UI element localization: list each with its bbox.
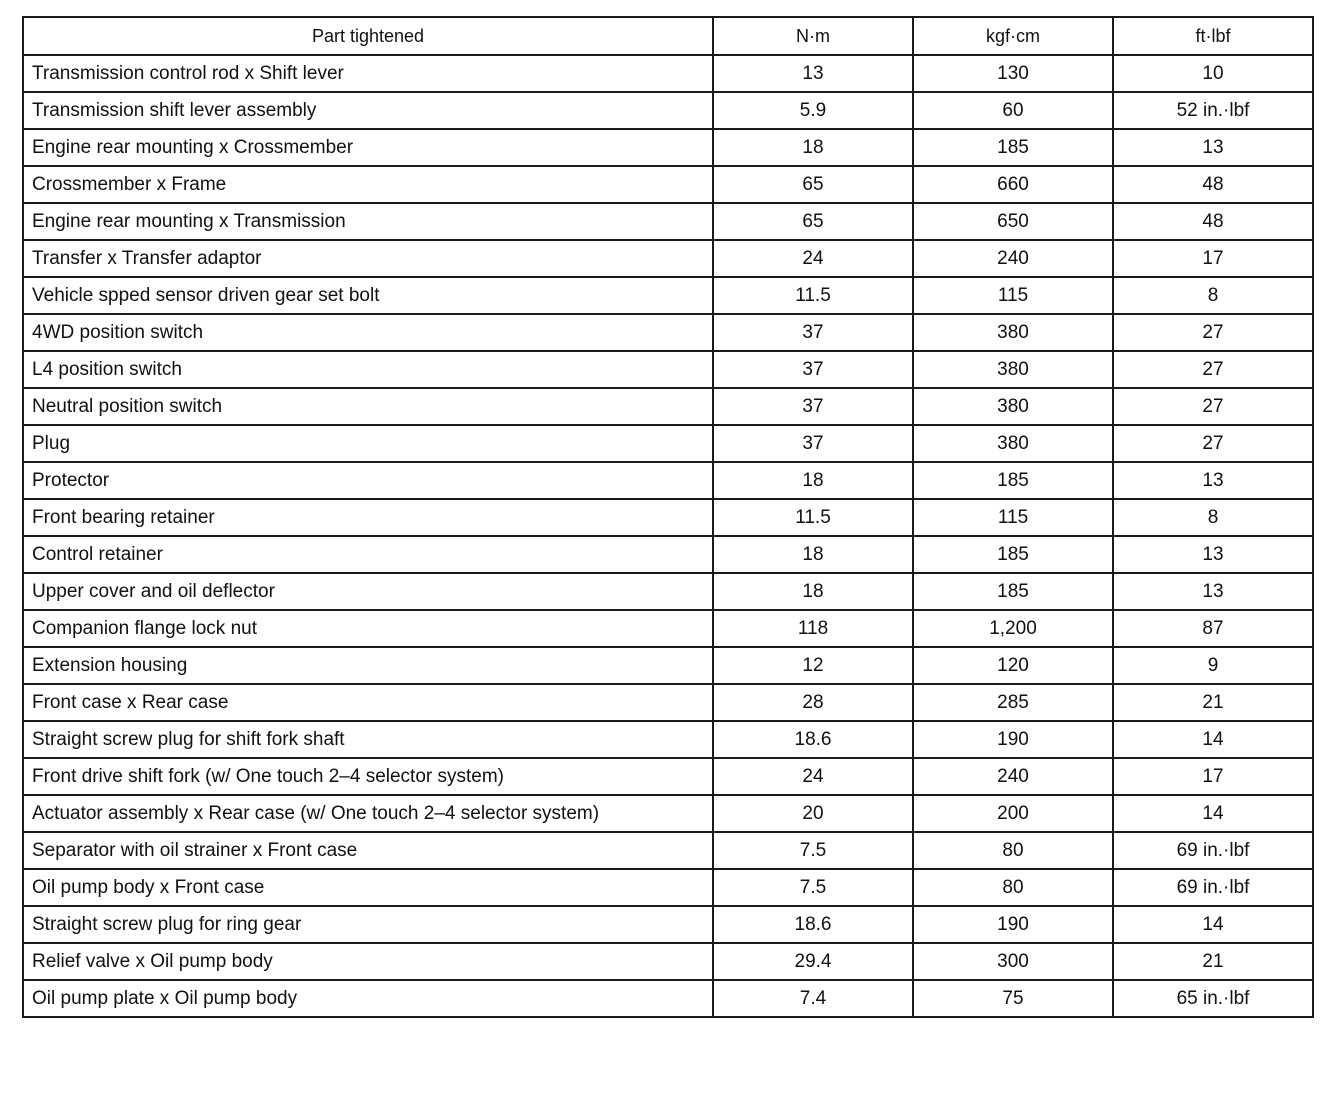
cell-newton-meter: 29.4 <box>713 943 913 980</box>
cell-kgf-cm: 80 <box>913 832 1113 869</box>
cell-kgf-cm: 660 <box>913 166 1113 203</box>
cell-part-tightened: Engine rear mounting x Transmission <box>23 203 713 240</box>
table-row <box>23 647 1313 684</box>
cell-part-tightened: Transmission control rod x Shift lever <box>23 55 713 92</box>
cell-part-tightened: Crossmember x Frame <box>23 166 713 203</box>
table-row <box>23 499 1313 536</box>
table-row <box>23 166 1313 203</box>
cell-ft-lbf: 48 <box>1113 166 1313 203</box>
table-row <box>23 277 1313 314</box>
cell-ft-lbf: 17 <box>1113 240 1313 277</box>
cell-ft-lbf: 8 <box>1113 499 1313 536</box>
cell-ft-lbf: 13 <box>1113 536 1313 573</box>
table-row <box>23 388 1313 425</box>
cell-kgf-cm: 380 <box>913 425 1113 462</box>
cell-newton-meter: 37 <box>713 388 913 425</box>
cell-ft-lbf: 21 <box>1113 943 1313 980</box>
cell-kgf-cm: 80 <box>913 869 1113 906</box>
cell-part-tightened: Front drive shift fork (w/ One touch 2–4 selector system) <box>23 758 713 795</box>
cell-ft-lbf: 69 in.·lbf <box>1113 869 1313 906</box>
cell-newton-meter: 65 <box>713 203 913 240</box>
cell-ft-lbf: 65 in.·lbf <box>1113 980 1313 1017</box>
cell-kgf-cm: 650 <box>913 203 1113 240</box>
cell-kgf-cm: 190 <box>913 906 1113 943</box>
table-row <box>23 129 1313 166</box>
cell-newton-meter: 7.4 <box>713 980 913 1017</box>
cell-kgf-cm: 240 <box>913 758 1113 795</box>
cell-kgf-cm: 75 <box>913 980 1113 1017</box>
cell-part-tightened: Control retainer <box>23 536 713 573</box>
cell-ft-lbf: 27 <box>1113 314 1313 351</box>
cell-ft-lbf: 9 <box>1113 647 1313 684</box>
table-row <box>23 203 1313 240</box>
cell-ft-lbf: 87 <box>1113 610 1313 647</box>
cell-ft-lbf: 10 <box>1113 55 1313 92</box>
cell-ft-lbf: 52 in.·lbf <box>1113 92 1313 129</box>
table-header <box>23 17 1313 55</box>
header-row <box>23 17 1313 55</box>
cell-part-tightened: Straight screw plug for shift fork shaft <box>23 721 713 758</box>
cell-newton-meter: 18 <box>713 536 913 573</box>
table-row <box>23 869 1313 906</box>
cell-newton-meter: 37 <box>713 351 913 388</box>
cell-newton-meter: 37 <box>713 314 913 351</box>
cell-ft-lbf: 17 <box>1113 758 1313 795</box>
cell-kgf-cm: 300 <box>913 943 1113 980</box>
cell-part-tightened: Extension housing <box>23 647 713 684</box>
cell-kgf-cm: 190 <box>913 721 1113 758</box>
table-row <box>23 240 1313 277</box>
cell-kgf-cm: 185 <box>913 462 1113 499</box>
cell-kgf-cm: 380 <box>913 388 1113 425</box>
cell-kgf-cm: 1,200 <box>913 610 1113 647</box>
cell-kgf-cm: 120 <box>913 647 1113 684</box>
cell-part-tightened: Engine rear mounting x Crossmember <box>23 129 713 166</box>
cell-part-tightened: Transmission shift lever assembly <box>23 92 713 129</box>
table-row <box>23 721 1313 758</box>
cell-newton-meter: 65 <box>713 166 913 203</box>
cell-newton-meter: 18.6 <box>713 906 913 943</box>
cell-part-tightened: Vehicle spped sensor driven gear set bolt <box>23 277 713 314</box>
cell-ft-lbf: 13 <box>1113 573 1313 610</box>
cell-part-tightened: Actuator assembly x Rear case (w/ One touch 2–4 selector system) <box>23 795 713 832</box>
cell-kgf-cm: 115 <box>913 277 1113 314</box>
table-row <box>23 758 1313 795</box>
cell-part-tightened: Front bearing retainer <box>23 499 713 536</box>
cell-ft-lbf: 48 <box>1113 203 1313 240</box>
cell-newton-meter: 28 <box>713 684 913 721</box>
cell-newton-meter: 12 <box>713 647 913 684</box>
cell-part-tightened: Protector <box>23 462 713 499</box>
header-part-tightened: Part tightened <box>23 17 713 55</box>
cell-part-tightened: Oil pump body x Front case <box>23 869 713 906</box>
cell-kgf-cm: 380 <box>913 351 1113 388</box>
cell-newton-meter: 18.6 <box>713 721 913 758</box>
cell-newton-meter: 18 <box>713 462 913 499</box>
cell-kgf-cm: 115 <box>913 499 1113 536</box>
table-row <box>23 980 1313 1017</box>
cell-part-tightened: Relief valve x Oil pump body <box>23 943 713 980</box>
cell-part-tightened: Neutral position switch <box>23 388 713 425</box>
cell-kgf-cm: 185 <box>913 536 1113 573</box>
cell-kgf-cm: 185 <box>913 129 1113 166</box>
table-row <box>23 795 1313 832</box>
cell-part-tightened: L4 position switch <box>23 351 713 388</box>
table-row <box>23 92 1313 129</box>
cell-ft-lbf: 14 <box>1113 721 1313 758</box>
cell-ft-lbf: 27 <box>1113 388 1313 425</box>
cell-newton-meter: 20 <box>713 795 913 832</box>
cell-part-tightened: Straight screw plug for ring gear <box>23 906 713 943</box>
cell-part-tightened: Upper cover and oil deflector <box>23 573 713 610</box>
table-row <box>23 351 1313 388</box>
table-row <box>23 832 1313 869</box>
cell-ft-lbf: 13 <box>1113 462 1313 499</box>
cell-ft-lbf: 27 <box>1113 425 1313 462</box>
table-row <box>23 684 1313 721</box>
cell-newton-meter: 13 <box>713 55 913 92</box>
cell-ft-lbf: 27 <box>1113 351 1313 388</box>
cell-newton-meter: 18 <box>713 129 913 166</box>
cell-ft-lbf: 13 <box>1113 129 1313 166</box>
cell-ft-lbf: 14 <box>1113 795 1313 832</box>
cell-ft-lbf: 69 in.·lbf <box>1113 832 1313 869</box>
cell-newton-meter: 24 <box>713 240 913 277</box>
cell-ft-lbf: 8 <box>1113 277 1313 314</box>
cell-part-tightened: 4WD position switch <box>23 314 713 351</box>
cell-newton-meter: 24 <box>713 758 913 795</box>
table-row <box>23 314 1313 351</box>
cell-kgf-cm: 240 <box>913 240 1113 277</box>
cell-newton-meter: 11.5 <box>713 499 913 536</box>
cell-ft-lbf: 21 <box>1113 684 1313 721</box>
cell-ft-lbf: 14 <box>1113 906 1313 943</box>
cell-kgf-cm: 130 <box>913 55 1113 92</box>
cell-part-tightened: Front case x Rear case <box>23 684 713 721</box>
cell-newton-meter: 11.5 <box>713 277 913 314</box>
cell-part-tightened: Plug <box>23 425 713 462</box>
cell-newton-meter: 118 <box>713 610 913 647</box>
cell-part-tightened: Companion flange lock nut <box>23 610 713 647</box>
cell-part-tightened: Separator with oil strainer x Front case <box>23 832 713 869</box>
table-row <box>23 906 1313 943</box>
table-body <box>23 55 1313 1017</box>
table-row <box>23 573 1313 610</box>
cell-newton-meter: 5.9 <box>713 92 913 129</box>
header-ft-lbf: ft·lbf <box>1113 17 1313 55</box>
cell-newton-meter: 7.5 <box>713 832 913 869</box>
table-row <box>23 610 1313 647</box>
table-row <box>23 536 1313 573</box>
torque-specification-table <box>22 16 1314 1018</box>
header-newton-meter: N·m <box>713 17 913 55</box>
cell-part-tightened: Transfer x Transfer adaptor <box>23 240 713 277</box>
table-row <box>23 462 1313 499</box>
table-row <box>23 55 1313 92</box>
cell-newton-meter: 18 <box>713 573 913 610</box>
header-kgf-cm: kgf·cm <box>913 17 1113 55</box>
table-row <box>23 425 1313 462</box>
cell-kgf-cm: 60 <box>913 92 1113 129</box>
cell-kgf-cm: 380 <box>913 314 1113 351</box>
cell-newton-meter: 7.5 <box>713 869 913 906</box>
cell-kgf-cm: 200 <box>913 795 1113 832</box>
table-row <box>23 943 1313 980</box>
cell-kgf-cm: 185 <box>913 573 1113 610</box>
cell-kgf-cm: 285 <box>913 684 1113 721</box>
cell-newton-meter: 37 <box>713 425 913 462</box>
cell-part-tightened: Oil pump plate x Oil pump body <box>23 980 713 1017</box>
